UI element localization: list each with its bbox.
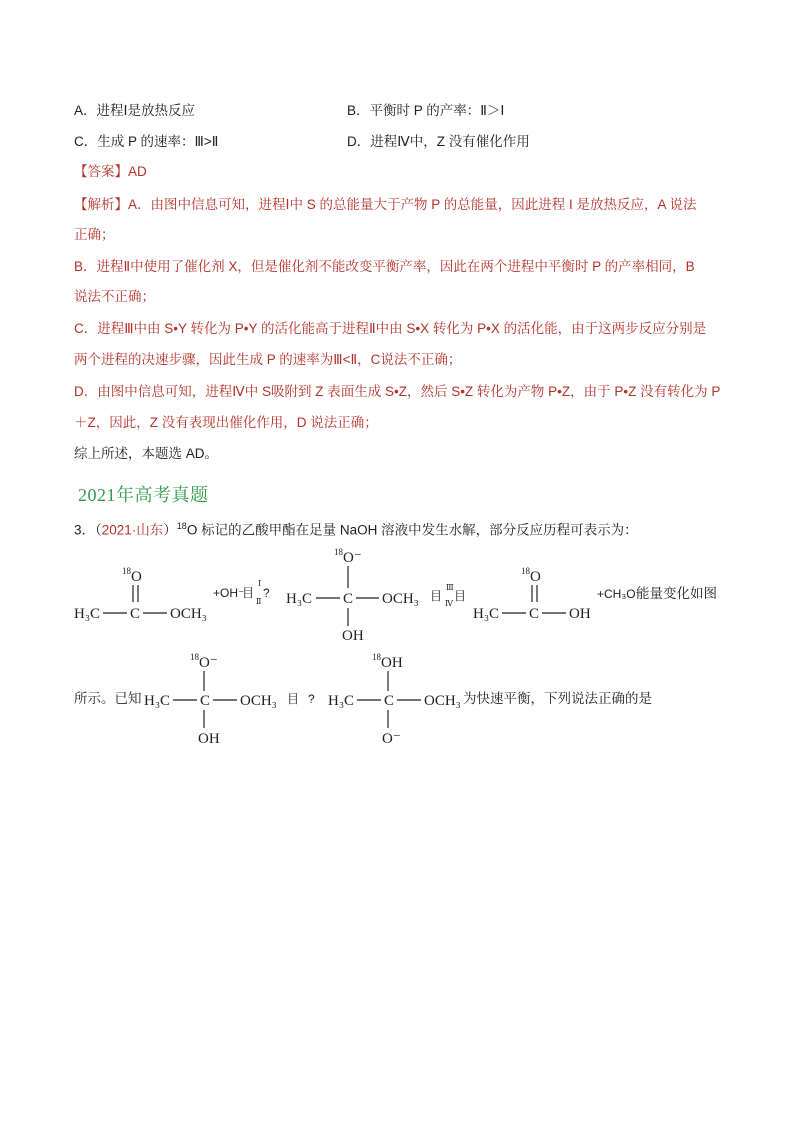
hydroxyl-group: OH <box>198 731 220 747</box>
oxide-oxygen: O⁻ <box>343 550 362 566</box>
explanation-text-1: A．由图中信息可知，进程Ⅰ中 S 的总能量大于产物 P 的总能量，因此进程 I 是放热反应，A 说法 <box>128 197 697 212</box>
oxide-oxygen: O⁻ <box>382 731 401 747</box>
explanation-line-5: C．进程Ⅲ中由 S•Y 转化为 P•Y 的活化能高于进程Ⅱ中由 S•X 转化为 P•X 的活化能，由于这两步反应分别是 <box>74 321 707 336</box>
acetic-acid-structure <box>473 566 591 622</box>
intermediate-oxide <box>144 652 277 747</box>
explanation-line-8: ＋Z，因此，Z 没有表现出催化作用，D 说法正确； <box>74 415 378 430</box>
methyl-group: H₃C <box>473 606 500 622</box>
isotope-label: 18 <box>122 566 131 576</box>
isotope-label: 18 <box>372 652 381 662</box>
reaction-scheme-row-2 <box>0 645 793 755</box>
hydroxyl-group: OH <box>342 628 364 644</box>
step-label-I: Ⅰ <box>258 579 262 588</box>
question-text: O 标记的乙酸甲酯在足量 NaOH 溶液中发生水解，部分反应历程可表示为： <box>186 522 638 538</box>
carbonyl-oxygen: O <box>530 569 541 585</box>
hydroxide-reagent: +OH⁻ <box>213 586 245 600</box>
step-label-III: Ⅲ <box>446 583 454 592</box>
placeholder-glyph: 目 <box>454 589 467 603</box>
tetrahedral-intermediate <box>286 547 419 644</box>
question-number: 3．（ <box>74 522 102 538</box>
carbon-atom: C <box>343 591 354 607</box>
step-label-IV: Ⅳ <box>445 599 453 608</box>
oxide-oxygen: O⁻ <box>199 655 218 671</box>
question-stem-suffix: 为快速平衡，下列说法正确的是 <box>463 691 652 706</box>
isotope-label: 18 <box>334 547 343 557</box>
option-c: C．生成 P 的速率：Ⅲ>Ⅱ <box>74 134 219 149</box>
carbon-atom: C <box>529 606 540 622</box>
carbon-atom: C <box>200 693 211 709</box>
hydroxyl-oxygen: OH <box>381 655 403 671</box>
answer-line <box>74 163 147 181</box>
placeholder-glyph: ? <box>308 692 315 706</box>
explanation-line-2: 正确； <box>74 227 115 242</box>
question-stem-prefix: 所示。已知 <box>74 691 142 706</box>
explanation-tag: 【解析】 <box>74 197 128 212</box>
methoxy-group: OCH₃ <box>170 606 207 622</box>
step-label-II: Ⅱ <box>256 597 262 606</box>
explanation-line-4: 说法不正确； <box>74 289 155 304</box>
option-a: A．进程Ⅰ是放热反应 <box>74 103 195 118</box>
intermediate-hydroxyl <box>328 652 461 747</box>
methoxy-group: OCH₃ <box>424 693 461 709</box>
carbon-atom: C <box>384 693 395 709</box>
methyl-group: H₃C <box>144 693 171 709</box>
question-isotope: 18 <box>176 521 187 531</box>
isotope-label: 18 <box>190 652 199 662</box>
option-b: B．平衡时 P 的产率：Ⅱ＞Ⅰ <box>347 103 505 118</box>
option-d: D．进程Ⅳ中，Z 没有催化作用 <box>347 134 530 149</box>
question-3-stem <box>74 517 638 540</box>
question-source-close: ） <box>163 522 177 538</box>
methyl-group: H₃C <box>286 591 313 607</box>
methoxy-group: OCH₃ <box>240 693 277 709</box>
isotope-label: 18 <box>521 566 530 576</box>
methoxy-group: OCH₃ <box>382 591 419 607</box>
placeholder-glyph: 目 <box>287 692 300 706</box>
explanation-line-6: 两个进程的决速步骤，因此生成 P 的速率为Ⅲ<Ⅱ，C说法不正确； <box>74 352 462 367</box>
answer-value: AD <box>128 164 147 179</box>
placeholder-glyph: 目 <box>430 589 443 603</box>
methyl-acetate-structure <box>74 566 207 622</box>
methoxide-product: +CH₃O⁻ <box>597 587 642 601</box>
placeholder-glyph: ? <box>263 586 270 600</box>
carbonyl-oxygen: O <box>131 569 142 585</box>
placeholder-glyph: 目 <box>242 586 255 600</box>
explanation-line-3: B．进程Ⅱ中使用了催化剂 X，但是催化剂不能改变平衡产率，因此在两个进程中平衡时 P 的产率相同，B <box>74 259 695 274</box>
explanation-line-1 <box>74 196 697 214</box>
methyl-group: H₃C <box>328 693 355 709</box>
answer-tag: 【答案】 <box>74 164 128 179</box>
question-source: 2021·山东 <box>101 522 164 538</box>
section-heading: 2021年高考真题 <box>78 485 209 505</box>
explanation-summary: 综上所述，本题选 AD。 <box>74 446 219 461</box>
explanation-line-7: D．由图中信息可知，进程Ⅳ中 S吸附到 Z 表面生成 S•Z，然后 S•Z 转化为产物 P•Z，由于 P•Z 没有转化为 P <box>74 384 721 399</box>
question-stem-continued: 能量变化如图 <box>636 586 717 601</box>
carbon-atom: C <box>130 606 141 622</box>
methyl-group: H₃C <box>74 606 101 622</box>
hydroxyl-group: OH <box>569 606 591 622</box>
